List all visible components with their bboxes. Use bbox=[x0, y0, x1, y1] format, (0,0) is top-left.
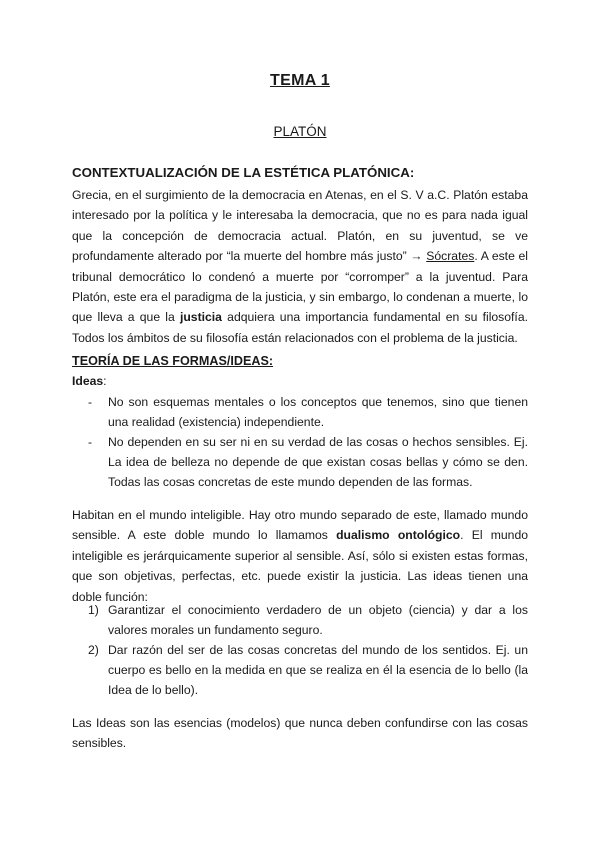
number-marker: 2) bbox=[88, 643, 99, 657]
list-item-text: No son esquemas mentales o los conceptos que tenemos, sino que tienen una realidad (existencia) independiente. bbox=[108, 395, 528, 429]
document-title: TEMA 1 bbox=[270, 72, 330, 89]
document-subtitle: PLATÓN bbox=[273, 124, 327, 139]
functions-numbered-list bbox=[72, 600, 528, 700]
list-item-text: No dependen en su ser ni en su verdad de las cosas o hechos sensibles. Ej. La idea de belleza no depende de que existan cosas bellas y cómo se den. Todas las cosas concretas de este mundo dependen de las formas. bbox=[108, 435, 528, 489]
bold-term-dualismo: dualismo ontológico bbox=[336, 528, 461, 543]
list-item bbox=[72, 600, 528, 640]
dash-marker: - bbox=[88, 395, 93, 409]
ideas-bullet-list bbox=[72, 392, 528, 492]
ideas-label-bold: Ideas bbox=[72, 374, 104, 388]
ideas-label bbox=[72, 374, 107, 388]
number-marker: 1) bbox=[88, 603, 99, 617]
paragraph-essences: Las Ideas son las esencias (modelos) que nunca deben confundirse con las cosas sensibles. bbox=[72, 716, 528, 751]
text-run: . El mundo inteligible es jerárquicamente superior al sensible. Así, sólo si existen estas formas, que son objetivas, perfectas, etc. puede existir la justicia. Las ideas tienen una doble función: bbox=[72, 528, 528, 604]
ideas-label-colon: : bbox=[103, 374, 107, 388]
text-run: Grecia, en el surgimiento de la democracia en Atenas, en el S. V a.C. Platón estaba interesado por la política y le interesaba la democracia, que no es para nada igual que la concepción de democracia actual. Platón, en su juventud, se ve profundamente alterado por “la muerte del hombre más justo” → bbox=[72, 188, 528, 264]
text-run: Habitan en el mundo inteligible. Hay otro mundo separado de este, llamado mundo sensible. A este doble mundo lo llamamos bbox=[72, 508, 528, 543]
bold-term-justicia: justicia bbox=[179, 310, 222, 325]
text-run: adquiera una importancia fundamental en su filosofía. Todos los ámbitos de su filosofía están relacionados con el problema de la justicia. bbox=[72, 310, 528, 345]
list-item-text: Dar razón del ser de las cosas concretas del mundo de los sentidos. Ej. un cuerpo es bello en la medida en que se realiza en él la esencia de lo bello (la Idea de lo bello). bbox=[108, 643, 528, 697]
list-item-text: Garantizar el conocimiento verdadero de un objeto (ciencia) y dar a los valores morales un fundamento seguro. bbox=[108, 603, 528, 637]
dash-marker: - bbox=[88, 435, 93, 449]
paragraph-dualism bbox=[72, 505, 528, 607]
underlined-term-socrates: Sócrates bbox=[426, 249, 475, 264]
section-heading-context: CONTEXTUALIZACIÓN DE LA ESTÉTICA PLATÓNICA: bbox=[72, 165, 415, 180]
list-item bbox=[72, 640, 528, 700]
list-item bbox=[72, 432, 528, 492]
section-heading-forms: TEORÍA DE LAS FORMAS/IDEAS: bbox=[72, 354, 274, 368]
text-run: . A este el tribunal democrático lo condenó a muerte por “corromper” a la juventud. Para Platón, este era el paradigma de la justicia, y sin embargo, lo condenan a muerte, lo que lleva a que la bbox=[72, 249, 528, 325]
paragraph-context bbox=[72, 185, 528, 348]
list-item bbox=[72, 392, 528, 432]
